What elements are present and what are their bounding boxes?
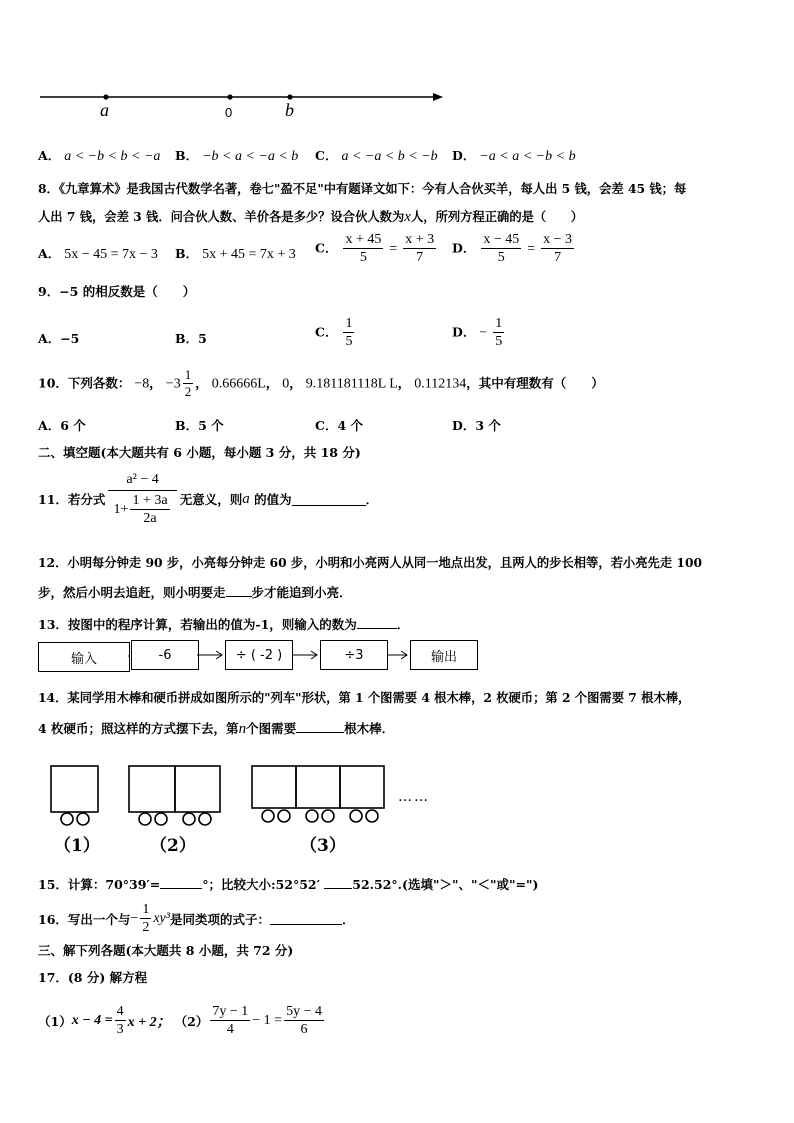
flow-box-output: 输出 [410, 640, 478, 670]
q17-equations: （1） x − 4 = $\frac{4}{3}$ x + 2； （2） $\frac{7y - 1}{4}$ − 1 = $\frac{5y - 4}{6}$ [38, 1004, 322, 1038]
q9-opt-c: C． $\frac{1}{5}$ [315, 316, 353, 350]
q9-opt-d: D． − $\frac{1}{5}$ [452, 316, 503, 350]
q8-opt-d-frac2: $\frac{x - 3}{7}$ [543, 232, 573, 266]
q7-opt-d-label: D． [452, 148, 476, 163]
q8-opt-c-wrap: C． $\frac{x + 45}{5}$ = $\frac{x + 3}{7}$ [315, 232, 435, 266]
q7-opt-a: a < −b < b < −a [64, 149, 161, 164]
q11: 11．若分式 a² − 4 1+ $\frac{1 + 3a}{2a}$ 无意义，则 a 的值为 ． [38, 472, 379, 527]
flow-box-minus6: -6 [131, 640, 199, 670]
q8-line2a: 人出 7 钱，会差 3 钱．问合伙人数、羊价各是多少？设合伙人数为 [38, 209, 405, 224]
q17-stem: 17．(8 分) 解方程 [38, 970, 148, 985]
q14-line2: 4 枚硬币；照这样的方式摆下去，第n个图需要 根木棒． [38, 721, 395, 737]
number-line-label-0: 0 [225, 105, 233, 120]
flow-box-input: 输入 [38, 642, 130, 672]
q10-opt-b: B．5 个 [175, 418, 224, 433]
q8-var-x: x [404, 209, 411, 225]
q12-line1: 12．小明每分钟走 90 步，小亮每分钟走 60 步，小明和小亮两人从同一地点出发，且两人的步长相等，若小亮先走 100 [38, 555, 703, 570]
q8-opt-d-frac1: $\frac{x - 45}{5}$ [483, 232, 520, 266]
q8-opt-c-label: C． [315, 240, 338, 256]
q8-opt-b: 5x + 45 = 7x + 3 [202, 247, 296, 262]
section-2-heading: 二、填空题(本大题共有 6 小题，每小题 3 分，共 18 分) [38, 445, 361, 460]
q7-opt-c-label: C． [315, 148, 338, 163]
q13-stem: 13．按图中的程序计算，若输出的值为-1，则输入的数为 ． [38, 617, 410, 632]
q8-opt-a: 5x − 45 = 7x − 3 [64, 247, 158, 262]
q12-line2: 步，然后小明去追赶，则小明要走 步才能追到小亮． [38, 585, 352, 600]
q7-opt-a-label: A． [38, 148, 61, 163]
number-line-label-a: a [100, 100, 109, 120]
q8-opt-d-wrap: D． $\frac{x - 45}{5}$ = $\frac{x - 3}{7}$ [452, 232, 573, 266]
q15-answer-blank-1[interactable] [160, 876, 202, 889]
q8-line2b: 人，所列方程正确的是（ ） [410, 209, 584, 224]
q9-opt-b: B．5 [175, 331, 207, 346]
q7-opt-c: a < −a < b < −b [341, 149, 438, 164]
q10-stem: 10．下列各数： −8， −3 $\frac{1}{2}$ ， 0.66666L， 0， 9.181181118L L， 0.112134，其中有理数有（ ） [38, 367, 604, 400]
q9-stem: 9．−5 的相反数是（ ） [38, 284, 196, 299]
q15-answer-blank-2[interactable] [324, 876, 352, 889]
q8-opt-d-label: D． [452, 240, 476, 256]
q10-opt-c: C．4 个 [315, 418, 363, 433]
flow-box-div3: ÷3 [320, 640, 388, 670]
q10-opt-a: A．6 个 [38, 418, 86, 433]
q8-opt-c-frac1: $\frac{x + 45}{5}$ [345, 232, 382, 266]
q7-opt-b: −b < a < −a < b [202, 149, 299, 164]
train-figures [44, 762, 444, 830]
q7-opt-d: −a < a < −b < b [479, 149, 576, 164]
flow-box-div-neg2: ÷ ( -2 ) [225, 640, 293, 670]
q8-line1: 8．《九章算术》是我国古代数学名著，卷七"盈不足"中有题译文如下：今有人合伙买羊，每人出 5 钱，会差 45 钱；每 [38, 181, 687, 196]
fig-label-2: （2） [150, 836, 196, 856]
train-dots: …… [398, 789, 430, 805]
q8-opt-c-frac2: $\frac{x + 3}{7}$ [405, 232, 435, 266]
q15: 15．计算：70°39′= °；比较大小:52°52′ 52.52°.(选填"＞"、"＜"或"=") [38, 877, 539, 892]
q11-fraction: a² − 4 1+ $\frac{1 + 3a}{2a}$ [108, 472, 176, 527]
number-line-label-b: b [285, 100, 294, 120]
q8-opt-b-label: B． [175, 246, 199, 261]
q14-line1: 14．某同学用木棒和硬币拼成如图所示的"列车"形状，第 1 个图需要 4 根木棒，2 枚硬币；第 2 个图需要 7 根木棒， [38, 690, 691, 705]
section-3-heading: 三、解下列各题(本大题共 8 小题，共 72 分) [38, 943, 294, 958]
fig-label-1: （1） [54, 836, 100, 856]
q16-answer-blank[interactable] [270, 912, 342, 925]
q14-answer-blank[interactable] [296, 720, 344, 733]
fig-label-3: （3） [300, 836, 346, 856]
q8-opt-a-label: A． [38, 246, 61, 261]
q9-opt-a: A．−5 [38, 331, 80, 346]
q7-opt-b-label: B． [175, 148, 199, 163]
q16: 16．写出一个与 − $\frac{1}{2}$ xy³ 是同类项的式子： ． [38, 902, 355, 936]
q10-opt-d: D．3 个 [452, 418, 501, 433]
